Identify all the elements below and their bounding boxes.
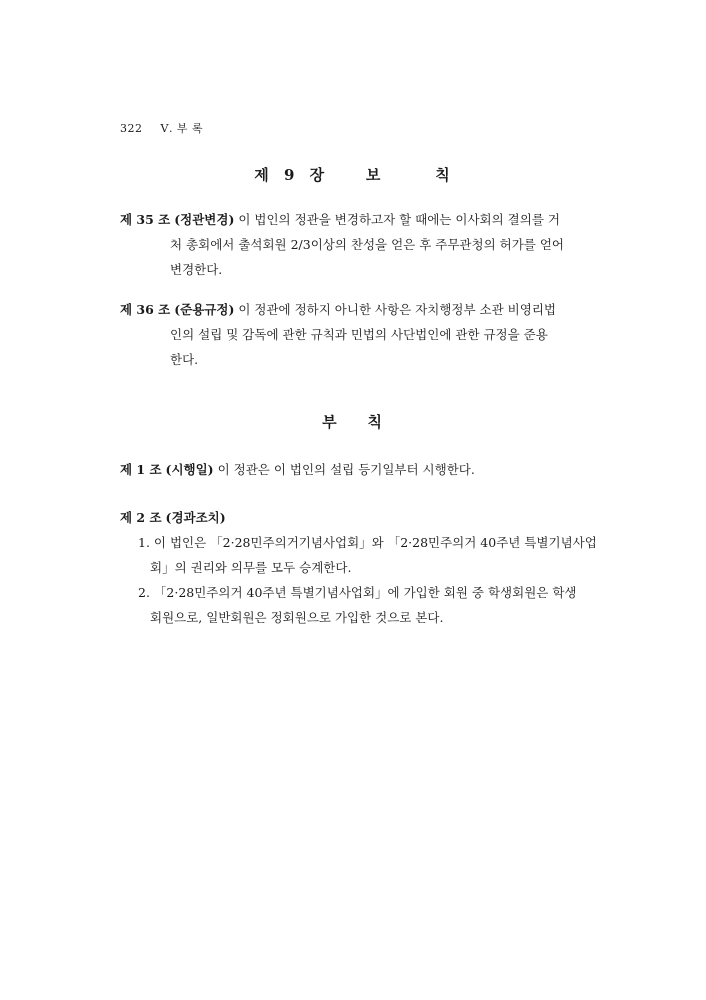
supp-article-2-item-1-line-2: 회」의 권리와 의무를 모두 승계한다. — [150, 560, 352, 575]
page-number: 322 — [120, 122, 143, 135]
supp-article-2 — [120, 505, 597, 630]
supp-article-2-item-1-line-1: 1. 이 법인은 「2·28민주의거기념사업회」와 「2·28민주의거 40주년 특별기념사업 — [138, 535, 597, 550]
supp-article-1-heading: (시행일) — [165, 462, 214, 477]
article-35-label: 제 35 조 — [120, 212, 171, 227]
article-35-text-3: 변경한다. — [170, 262, 223, 277]
supp-article-2-label: 제 2 조 — [120, 510, 162, 525]
article-36-text-3: 한다. — [170, 352, 199, 367]
article-36-label: 제 36 조 — [120, 302, 171, 317]
supp-article-2-item-2-line-2: 회원으로, 일반회원은 정회원으로 가입한 것으로 본다. — [150, 610, 444, 625]
article-36-heading: (준용규정) — [174, 302, 235, 317]
supplementary-title: 부 칙 — [322, 413, 384, 431]
article-36-text-1: 이 정관에 정하지 아니한 사항은 자치행정부 소관 비영리법 — [238, 302, 556, 317]
supp-article-2-title-line — [120, 505, 588, 530]
article-36 — [120, 297, 588, 372]
chapter-title: 제 9 장 보 칙 — [254, 166, 452, 184]
supp-article-1-label: 제 1 조 — [120, 462, 162, 477]
running-header — [120, 120, 203, 136]
supp-article-1-text: 이 정관은 이 법인의 설립 등기일부터 시행한다. — [217, 462, 475, 477]
section-title: Ⅴ. 부 록 — [160, 122, 204, 135]
supp-article-2-item-2-line-1: 2. 「2·28민주의거 40주년 특별기념사업회」에 가입한 회원 중 학생회원은 학생 — [138, 585, 577, 600]
article-36-first-line — [120, 297, 588, 322]
supp-article-1 — [120, 457, 588, 482]
article-35 — [120, 207, 588, 282]
supp-article-2-heading: (경과조치) — [165, 510, 226, 525]
article-36-text-2: 인의 설립 및 감독에 관한 규칙과 민법의 사단법인에 관한 규정을 준용 — [170, 327, 548, 342]
article-35-first-line — [120, 207, 588, 232]
article-35-heading: (정관변경) — [174, 212, 235, 227]
article-35-text-1: 이 법인의 정관을 변경하고자 할 때에는 이사회의 결의를 거 — [238, 212, 560, 227]
supp-article-1-line — [120, 457, 588, 482]
article-35-text-2: 처 총회에서 출석회원 2/3이상의 찬성을 얻은 후 주무관청의 허가를 얻어 — [170, 237, 564, 252]
